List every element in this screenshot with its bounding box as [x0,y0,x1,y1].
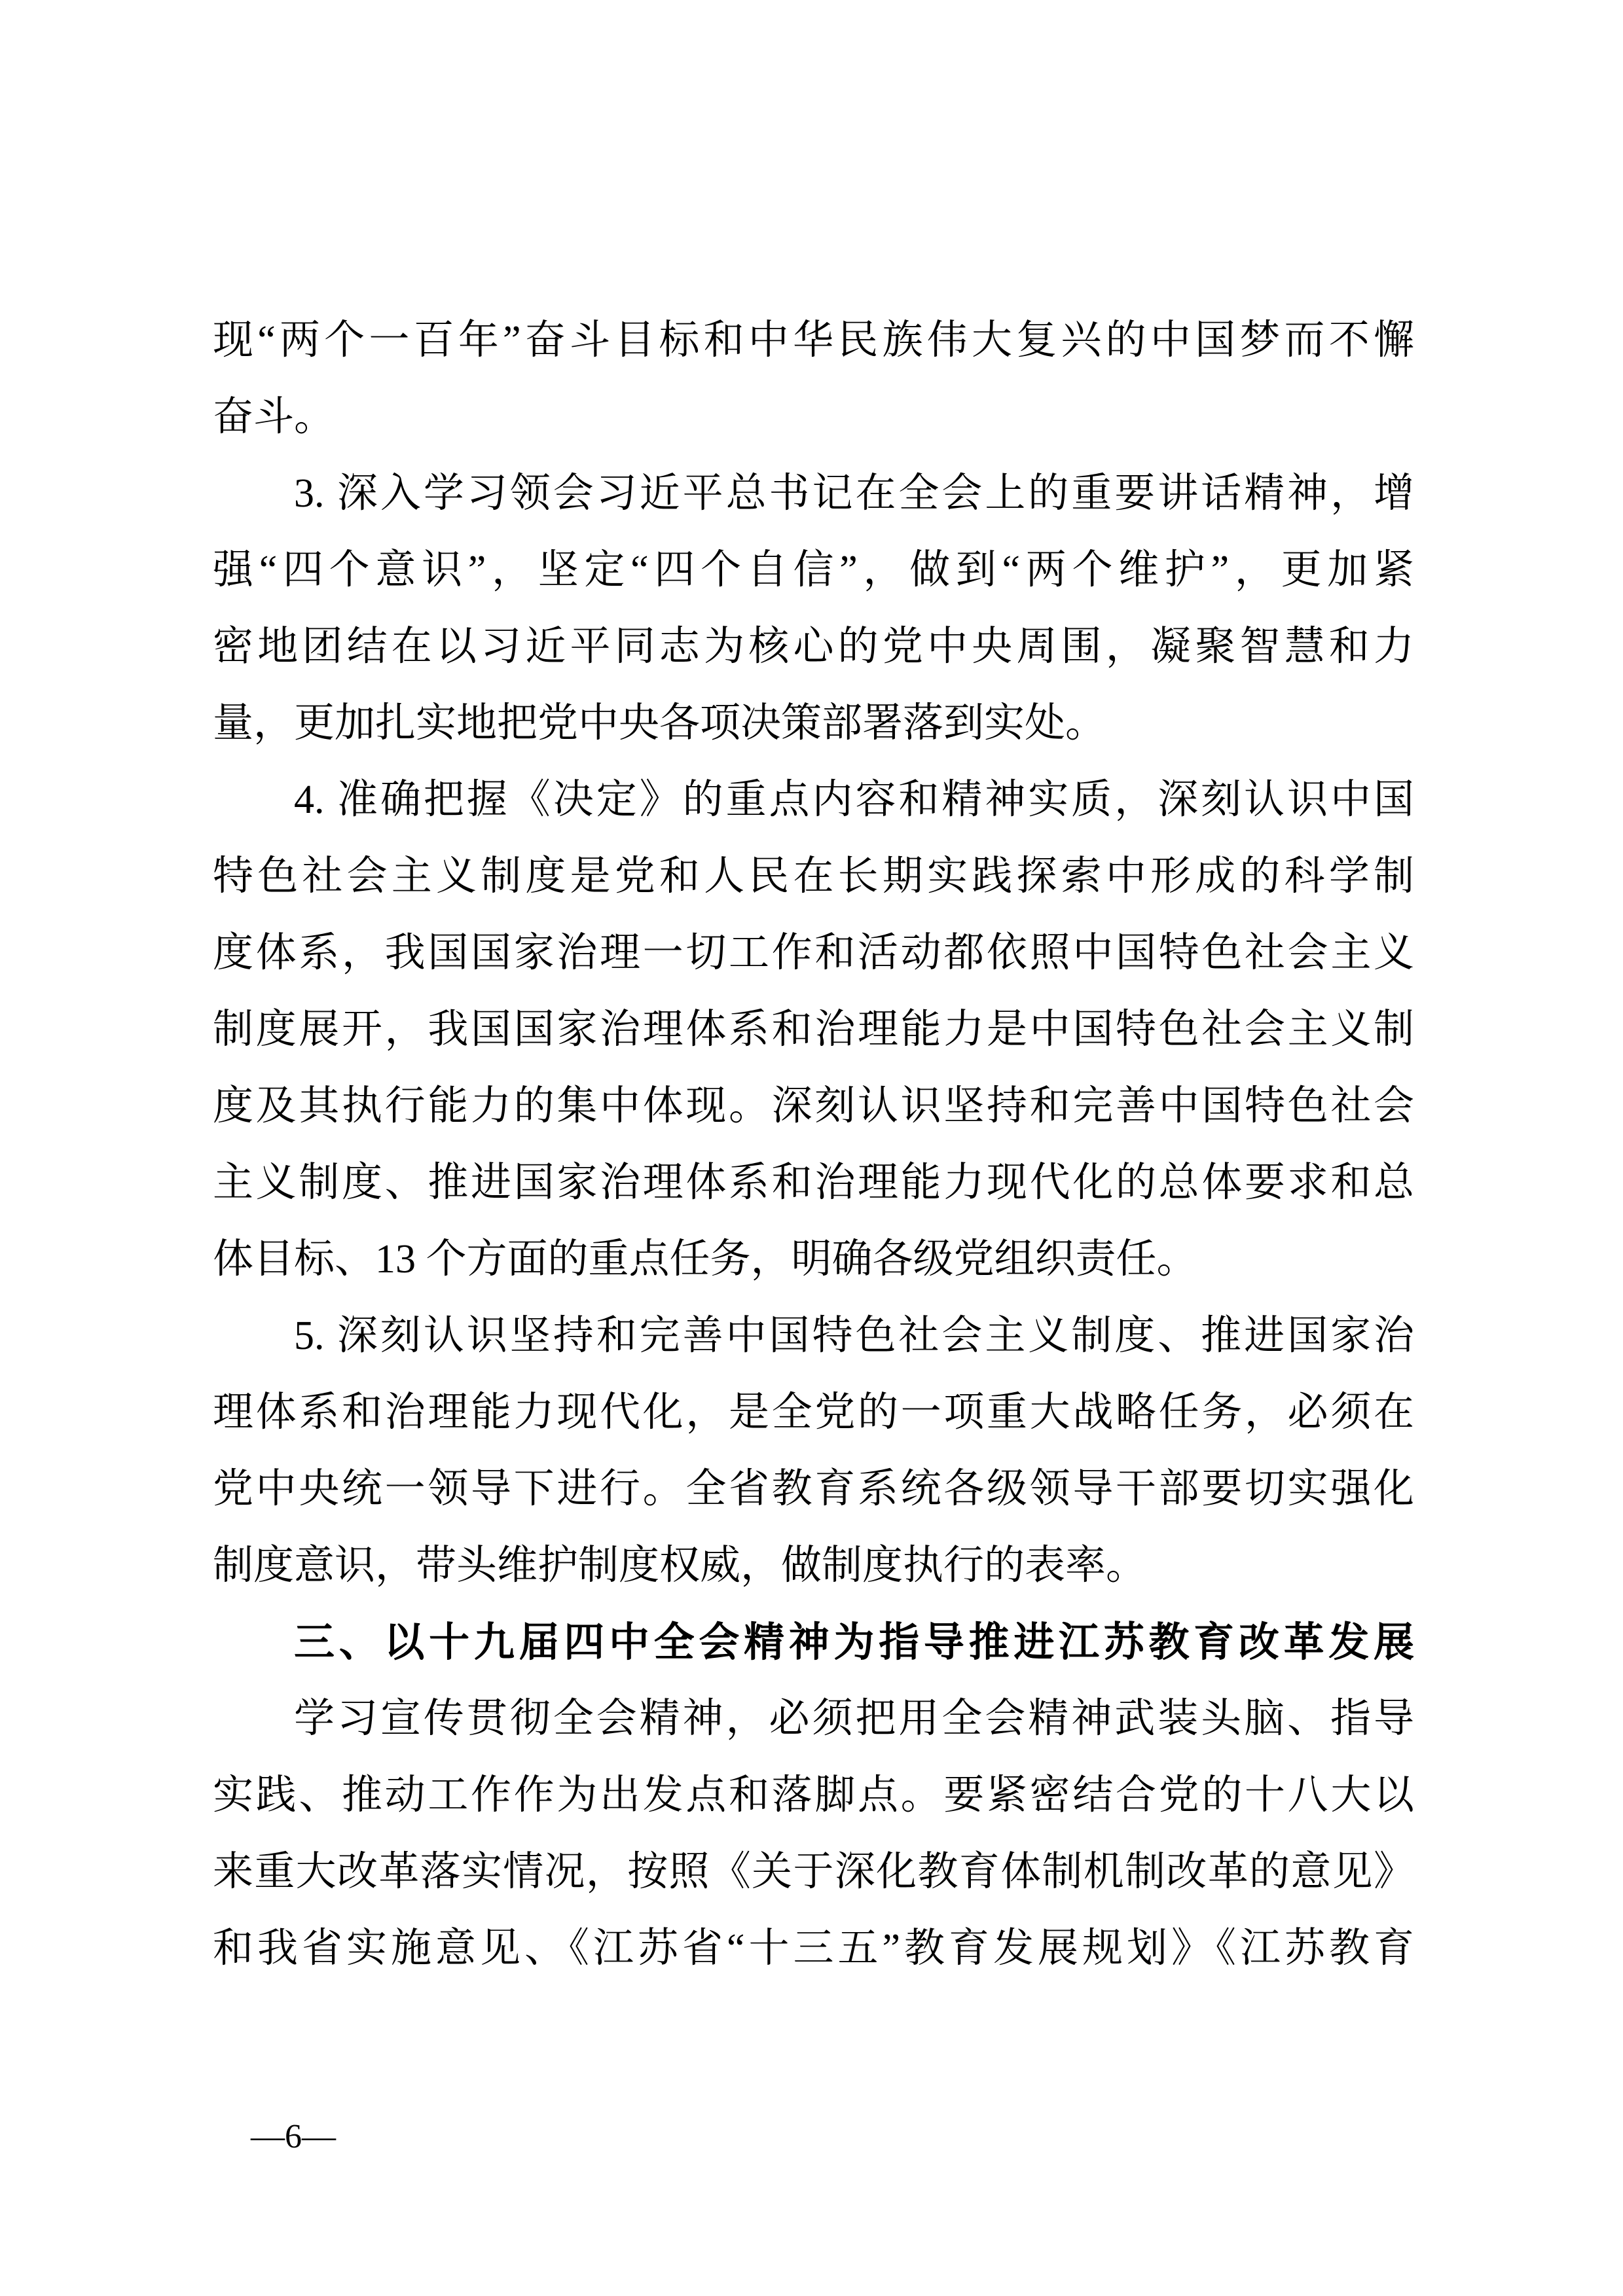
section-heading: 三、以十九届四中全会精神为指导推进江苏教育改革发展 [294,1620,1414,1665]
body-line-6: 量，更加扎实地把党中央各项决策部署落到实处。 [213,701,1106,745]
body-line-21: 来重大改革落实情况，按照《关于深化教育体制机制改革的意见》 [213,1850,1414,1894]
body-line-9: 度体系，我国国家治理一切工作和活动都依照中国特色社会主义 [213,931,1414,975]
body-line-15: 理体系和治理能力现代化，是全党的一项重大战略任务，必须在 [213,1390,1414,1435]
page-number: —6— [251,2118,336,2155]
body-line-12: 主义制度、推进国家治理体系和治理能力现代化的总体要求和总 [213,1160,1414,1205]
body-line-8: 特色社会主义制度是党和人民在长期实践探索中形成的科学制 [213,854,1414,899]
body-line-1: 现“两个一百年”奋斗目标和中华民族伟大复兴的中国梦而不懈 [213,318,1414,363]
body-line-2: 奋斗。 [213,395,335,439]
body-line-10: 制度展开，我国国家治理体系和治理能力是中国特色社会主义制 [213,1007,1414,1052]
body-line-13: 体目标、13 个方面的重点任务，明确各级党组织责任。 [213,1237,1197,1282]
body-line-3: 3. 深入学习领会习近平总书记在全会上的重要讲话精神，增 [294,471,1414,516]
body-line-22: 和我省实施意见、《江苏省“十三五”教育发展规划》《江苏教育 [213,1926,1414,1971]
body-line-14: 5. 深刻认识坚持和完善中国特色社会主义制度、推进国家治 [294,1314,1414,1358]
body-line-4: 强“四个意识”，坚定“四个自信”，做到“两个维护”，更加紧 [213,548,1414,592]
body-line-11: 度及其执行能力的集中体现。深刻认识坚持和完善中国特色社会 [213,1084,1414,1128]
body-line-16: 党中央统一领导下进行。全省教育系统各级领导干部要切实强化 [213,1467,1414,1511]
document-body [213,302,1414,1987]
body-line-19: 学习宣传贯彻全会精神，必须把用全会精神武装头脑、指导 [294,1696,1414,1741]
body-line-20: 实践、推动工作作为出发点和落脚点。要紧密结合党的十八大以 [213,1773,1414,1818]
body-line-17: 制度意识，带头维护制度权威，做制度执行的表率。 [213,1543,1147,1588]
body-line-5: 密地团结在以习近平同志为核心的党中央周围，凝聚智慧和力 [213,624,1414,669]
body-line-7: 4. 准确把握《决定》的重点内容和精神实质，深刻认识中国 [294,778,1414,822]
